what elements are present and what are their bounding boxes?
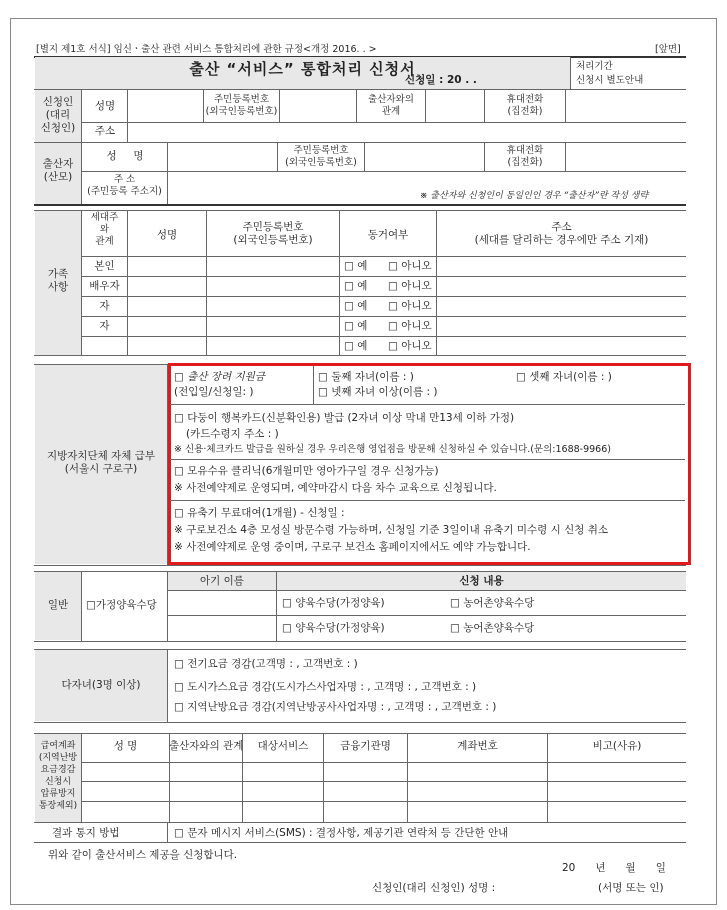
family-row-relation: 자 <box>99 320 110 332</box>
mother-rrn-label: 주민등록번호 (외국인등록번호) <box>285 145 357 168</box>
family-col-cohabit: 동거여부 <box>367 229 409 241</box>
farm-allowance-option[interactable]: □ 농어촌양육수당 <box>450 622 535 634</box>
fourth-child-checkbox[interactable]: □ 넷째 자녀 이상(이름 : ) <box>318 386 438 398</box>
breastfeeding-clinic-checkbox[interactable]: □ 모유수유 클리닉(6개월미만 영아가구일 경우 신청가능) <box>174 465 439 477</box>
mother-note: ※ 출산자와 신청인이 동일인인 경우 “출산자”란 작성 생략 <box>420 191 649 201</box>
applicant-name-label: 성명 <box>94 100 116 112</box>
applicant-mobile-field[interactable] <box>566 90 686 121</box>
family-col-name: 성명 <box>156 229 178 241</box>
mother-mobile-label: 휴대전화 (집전화) <box>506 145 544 168</box>
applicant-name-field[interactable] <box>128 90 203 121</box>
notify-label: 결과 통지 방법 <box>52 827 120 839</box>
mother-rrn-field[interactable] <box>365 143 484 171</box>
signature-area[interactable]: (서명 또는 인) <box>598 882 664 894</box>
farm-allowance-option[interactable]: □ 농어촌양육수당 <box>450 597 535 609</box>
cohabit-yes-checkbox[interactable]: □ 예 <box>344 320 368 332</box>
applicant-rrn-label: 주민등록번호 (외국인등록번호) <box>205 94 278 117</box>
applicant-relation-label: 출산자와의 관계 <box>368 94 414 117</box>
family-col-address: 주소 (세대를 달리하는 경우에만 주소 기재) <box>474 221 649 246</box>
applicant-rrn-field[interactable] <box>280 90 356 121</box>
mother-address-field[interactable] <box>168 172 686 190</box>
family-section-label: 가족 사항 <box>47 268 69 293</box>
account-col-service: 대상서비스 <box>257 740 309 752</box>
account-col-note: 비고(사유) <box>592 740 642 752</box>
applicant-relation-field[interactable] <box>426 90 484 121</box>
mother-name-label: 성 명 <box>106 150 144 162</box>
processing-period-value: 신청시 별도안내 <box>576 75 644 86</box>
account-col-relation: 출산자와의 관계 <box>169 740 244 752</box>
general-col-content: 신청 내용 <box>459 575 504 587</box>
cohabit-no-checkbox[interactable]: □ 아니오 <box>388 260 432 272</box>
account-col-number: 계좌번호 <box>457 740 498 752</box>
birth-grant-date[interactable]: (전입일/신청일: ) <box>174 386 254 398</box>
second-child-checkbox[interactable]: □ 둘째 자녀(이름 : ) <box>318 371 414 383</box>
breast-pump-checkbox[interactable]: □ 유축기 무료대여(1개월) - 신청일 : <box>174 507 345 519</box>
third-child-checkbox[interactable]: □ 셋째 자녀(이름 : ) <box>516 371 612 383</box>
multi-child-section-label: 다자녀(3명 이상) <box>61 679 141 691</box>
cohabit-yes-checkbox[interactable]: □ 예 <box>344 300 368 312</box>
form-reference: [별지 제1호 서식] 임신ㆍ출산 관련 서비스 통합처리에 관한 규정<개정 2016. . > <box>36 44 377 55</box>
signer-label: 신청인(대리 신청인) 성명 : <box>372 882 496 894</box>
family-col-relation: 세대주 와 관계 <box>90 212 119 247</box>
form-title: 출산 “서비스” 통합처리 신청서 <box>189 60 416 78</box>
cohabit-no-checkbox[interactable]: □ 아니오 <box>388 320 432 332</box>
cohabit-no-checkbox[interactable]: □ 아니오 <box>388 340 432 352</box>
applicant-address-field[interactable] <box>128 123 686 141</box>
heating-discount-checkbox[interactable]: □ 지역난방요금 경감(지역난방공사사업자명 : , 고객명 : , 고객번호 : ) <box>174 701 497 713</box>
applicant-address-label: 주소 <box>94 125 116 137</box>
breast-pump-note-2: ※ 사전예약제로 운영 중이며, 구로구 보건소 홈페이지에서도 예약 가능합니다. <box>174 541 531 553</box>
apply-date[interactable]: 신청일 : 20 . . <box>405 74 477 86</box>
mother-section-label: 출산자 (산모) <box>42 158 74 183</box>
home-allowance-option[interactable]: □ 양육수당(가정양육) <box>282 622 385 634</box>
cohabit-no-checkbox[interactable]: □ 아니오 <box>388 300 432 312</box>
account-col-name: 성 명 <box>113 740 138 752</box>
cohabit-yes-checkbox[interactable]: □ 예 <box>344 260 368 272</box>
happy-card-address[interactable]: (카드수령지 주소 : ) <box>186 428 279 440</box>
breast-pump-note-1: ※ 구로보건소 4층 모성실 방문수령 가능하며, 신청일 기준 3일이내 유축기 미수령 시 신청 취소 <box>174 524 609 536</box>
happy-card-checkbox[interactable]: □ 다둥이 행복카드(신분확인용) 발급 (2자녀 이상 막내 만13세 이하 가정) <box>174 412 515 424</box>
electricity-discount-checkbox[interactable]: □ 전기요금 경감(고객명 : , 고객번호 : ) <box>174 658 358 670</box>
home-allowance-checkbox[interactable]: □가정양육수당 <box>86 599 157 611</box>
page-side-note: [앞면] <box>655 44 681 55</box>
applicant-section-label: 신청인 (대리 신청인) <box>40 96 76 134</box>
home-allowance-option[interactable]: □ 양육수당(가정양육) <box>282 597 385 609</box>
application-statement: 위와 같이 출산서비스 제공을 신청합니다. <box>48 849 238 861</box>
breastfeeding-clinic-note: ※ 사전예약제로 운영되며, 예약마감시 다음 차수 교육으로 신청됩니다. <box>174 482 497 494</box>
applicant-mobile-label: 휴대전화 (집전화) <box>506 94 544 117</box>
mother-mobile-field[interactable] <box>566 143 686 171</box>
cohabit-no-checkbox[interactable]: □ 아니오 <box>388 280 432 292</box>
birth-grant-checkbox[interactable]: □ 출산 장려 지원금 <box>174 371 265 383</box>
general-section-label: 일반 <box>47 599 69 611</box>
application-date[interactable]: 20 년 월 일 <box>562 862 666 874</box>
gas-discount-checkbox[interactable]: □ 도시가스요금 경감(도시가스사업자명 : , 고객명 : , 고객번호 : ) <box>174 681 477 693</box>
mother-address-label: 주 소 (주민등록 주소지) <box>87 174 162 197</box>
cohabit-yes-checkbox[interactable]: □ 예 <box>344 280 368 292</box>
local-section-label: 지방자치단체 자체 급부 (서울시 구로구) <box>46 450 156 475</box>
cohabit-yes-checkbox[interactable]: □ 예 <box>344 340 368 352</box>
processing-period-label: 처리기간 <box>576 61 613 72</box>
family-col-rrn: 주민등록번호 (외국인등록번호) <box>233 221 313 246</box>
happy-card-note: ※ 신용·체크카드 발급을 원하실 경우 우리은행 영업점을 방문해 신청하실 수 있습니다.(문의:1688-9966) <box>174 444 611 455</box>
family-row-relation: 자 <box>99 300 110 312</box>
account-section-label: 급여계좌 (지역난방 요금경감 신청시 압류방지 통장제외) <box>38 741 78 811</box>
family-row-relation: 본인 <box>94 260 115 272</box>
mother-name-field[interactable] <box>168 143 277 171</box>
general-col-child: 아기 이름 <box>200 575 244 587</box>
account-col-bank: 금융기관명 <box>340 740 391 752</box>
family-row-relation: 배우자 <box>89 280 120 292</box>
sms-notify-checkbox[interactable]: □ 문자 메시지 서비스(SMS) : 결정사항, 제공기관 연락처 등 간단한 안내 <box>174 827 509 839</box>
